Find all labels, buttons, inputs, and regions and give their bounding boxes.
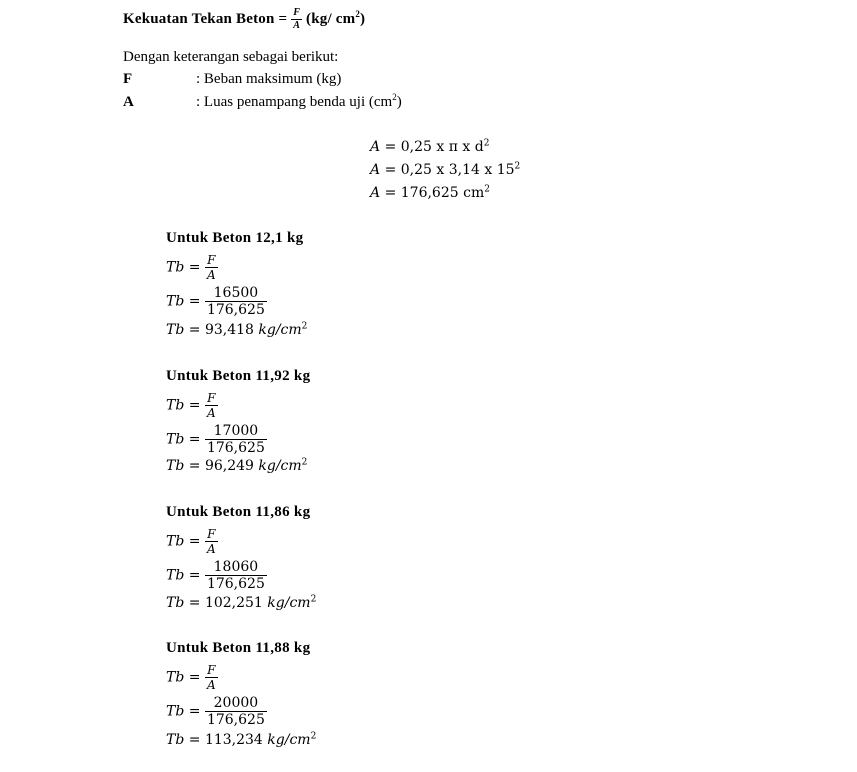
- area-rhs: = 0,25 x 3,14 x 15: [384, 162, 515, 178]
- result-unit: kg/cm: [267, 732, 311, 748]
- legend-sup: 2: [392, 92, 397, 102]
- fraction: [205, 560, 267, 591]
- area-lhs: A: [370, 162, 381, 178]
- result-value: = 102,251: [188, 595, 263, 611]
- section-heading: Untuk Beton 11,92 kg: [166, 368, 311, 384]
- eq-sign: =: [188, 703, 201, 720]
- section-heading: Untuk Beton 11,86 kg: [166, 504, 311, 520]
- section-substitution: [166, 286, 267, 317]
- fraction: [205, 424, 267, 455]
- tb-var: Tb: [166, 397, 185, 414]
- tb-var: Tb: [166, 732, 185, 748]
- section-substitution: [166, 424, 267, 455]
- legend-desc: : Luas penampang benda uji (cm: [196, 94, 393, 110]
- fraction-denominator: 176,625: [206, 302, 265, 318]
- legend-close: ): [396, 94, 402, 110]
- fraction-denominator: A: [206, 678, 216, 692]
- tb-var: Tb: [166, 533, 185, 550]
- tb-var: Tb: [166, 259, 185, 276]
- area-lhs: A: [370, 185, 381, 201]
- fraction-numerator: F: [205, 528, 218, 542]
- fraction: [205, 392, 218, 419]
- fraction-denominator: 176,625: [206, 576, 265, 592]
- title-unit: (kg/ cm: [306, 10, 356, 27]
- result-unit: kg/cm: [258, 458, 302, 474]
- legend-item-f: [123, 71, 341, 88]
- section-result: [166, 595, 316, 611]
- eq-sign: =: [188, 259, 201, 276]
- result-value: = 93,418: [188, 322, 254, 338]
- eq-sign: =: [188, 293, 201, 310]
- fraction-numerator: F: [293, 7, 301, 18]
- tb-var: Tb: [166, 703, 185, 720]
- tb-var: Tb: [166, 431, 185, 448]
- fraction-denominator: A: [206, 406, 216, 420]
- result-value: = 113,234: [188, 732, 263, 748]
- fraction: [205, 664, 218, 691]
- area-sup: 2: [484, 184, 490, 195]
- tb-var: Tb: [166, 322, 185, 338]
- tb-var: Tb: [166, 595, 185, 611]
- fraction: [205, 286, 267, 317]
- area-sup: 2: [514, 161, 521, 172]
- fraction: [205, 254, 218, 281]
- eq-sign: =: [188, 669, 201, 686]
- fraction-denominator: A: [206, 542, 216, 556]
- fraction-numerator: 17000: [205, 424, 267, 440]
- title-unit-sup: 2: [355, 8, 361, 19]
- area-line-2: [370, 162, 520, 178]
- fraction-numerator: 20000: [205, 696, 267, 712]
- area-rhs: = 0,25 x π x d: [384, 139, 484, 155]
- tb-var: Tb: [166, 458, 185, 474]
- unit-sup: 2: [301, 321, 308, 332]
- tb-var: Tb: [166, 293, 185, 310]
- eq-sign: =: [188, 567, 201, 584]
- section-heading: Untuk Beton 12,1 kg: [166, 230, 304, 246]
- area-rhs: = 176,625 cm: [384, 185, 485, 201]
- section-formula: [166, 254, 218, 281]
- fraction-numerator: F: [205, 392, 218, 406]
- area-lhs: A: [370, 139, 381, 155]
- title-fraction: [291, 8, 302, 31]
- result-unit: kg/cm: [258, 322, 302, 338]
- section-formula: [166, 664, 218, 691]
- section-formula: [166, 528, 218, 555]
- section-formula: [166, 392, 218, 419]
- tb-var: Tb: [166, 567, 185, 584]
- title-prefix: Kekuatan Tekan Beton =: [123, 10, 288, 27]
- unit-sup: 2: [310, 731, 317, 742]
- fraction-denominator: A: [206, 268, 216, 282]
- result-value: = 96,249: [188, 458, 254, 474]
- eq-sign: =: [188, 397, 201, 414]
- fraction: [205, 528, 218, 555]
- fraction-denominator: A: [293, 20, 301, 31]
- eq-sign: =: [188, 431, 201, 448]
- legend-intro: Dengan keterangan sebagai berikut:: [123, 49, 339, 65]
- unit-sup: 2: [301, 457, 308, 468]
- fraction-denominator: 176,625: [206, 440, 265, 456]
- fraction-numerator: 16500: [205, 286, 267, 302]
- fraction-numerator: F: [205, 664, 218, 678]
- legend-desc: : Beban maksimum (kg): [196, 71, 342, 87]
- section-result: [166, 322, 307, 338]
- fraction-numerator: 18060: [205, 560, 267, 576]
- fraction: [205, 696, 267, 727]
- section-result: [166, 458, 307, 474]
- legend-symbol: A: [123, 94, 134, 110]
- fraction-denominator: 176,625: [206, 712, 265, 728]
- legend-item-a: [123, 94, 402, 111]
- area-line-3: [370, 185, 490, 201]
- eq-sign: =: [188, 533, 201, 550]
- section-result: [166, 732, 316, 748]
- section-heading: Untuk Beton 11,88 kg: [166, 640, 311, 656]
- title-unit-close: ): [360, 10, 366, 27]
- section-substitution: [166, 560, 267, 591]
- result-unit: kg/cm: [267, 595, 311, 611]
- area-sup: 2: [483, 138, 490, 149]
- fraction-numerator: F: [205, 254, 218, 268]
- area-line-1: [370, 139, 489, 155]
- unit-sup: 2: [310, 594, 317, 605]
- tb-var: Tb: [166, 669, 185, 686]
- legend-symbol: F: [123, 71, 133, 87]
- page-title: [123, 8, 365, 31]
- section-substitution: [166, 696, 267, 727]
